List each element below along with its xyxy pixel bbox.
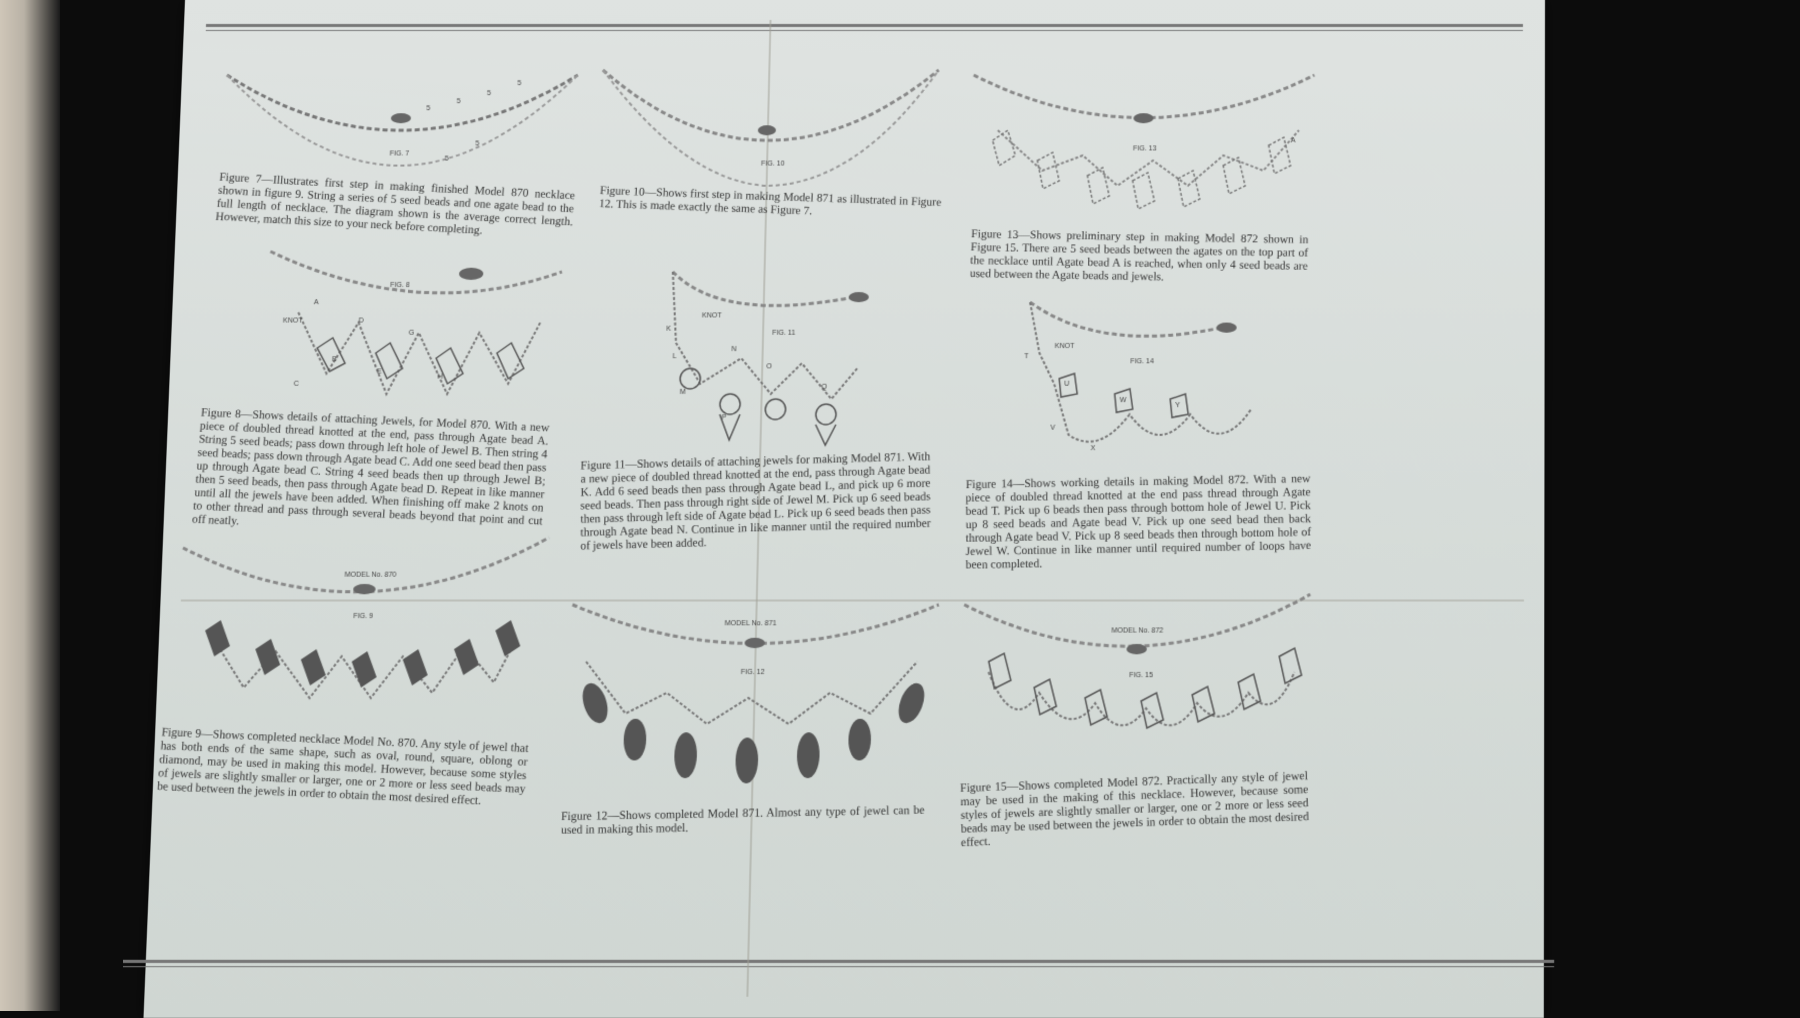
- fig8-letter-e: E: [376, 368, 382, 376]
- figure-10-caption: Figure 10—Shows first step in making Model 871 as illustrated in Figure 12. This is made exactly the same as Figure 7.: [598, 184, 942, 218]
- figure-8-caption: Figure 8—Shows details of attaching Jewels, for Model 870. With a new piece of doubled thread knotted at the end, pass through Agate bead A. String 5 seed beads; pass down through left hole of Jewel B. Then string 4 seed beads; pass down through Agate bead C. Add one seed bead then pass up through Agate bead C. String 4 seed beads then up through Jewel B; then 5 seed beads, then pass through Agate bead D. Repeat in like manner until all the jewels have been added. When finishing off make 2 knots on to other thread and pass through several beads beyond that point and cut off neatly.: [191, 406, 550, 528]
- fig11-letter-p: P: [721, 414, 727, 422]
- figure-15-caption: Figure 15—Shows completed Model 872. Practically any style of jewel may be used in the making of this necklace. However, because some styles of jewels are slightly smaller or larger, one or 2 more or less seed beads may be used between the jewels in order to obtain the most desired effect.: [960, 769, 1310, 850]
- figure-10-diagram: [594, 50, 944, 196]
- figure-13-caption: Figure 13—Shows preliminary step in making Model 872 shown in Figure 15. There are 5 seed beads between the agates on the top part of the necklace until Agate bead A is reached, when only 4 seed beads are used between the Agate beads and jewels.: [969, 228, 1309, 284]
- fig7-label: FIG. 7: [389, 150, 410, 158]
- fig14-knot: KNOT: [1054, 342, 1075, 351]
- figure-9-caption: Figure 9—Shows completed necklace Model No. 870. Any style of jewel that has both ends of the same shape, such as oval, round, square, oblong or diamond, may be used in making this model. However, because some styles of jewels are slightly smaller or larger, one or 2 more or less seed beads may be used between the jewels in order to obtain the most desired effect.: [156, 726, 529, 808]
- figure-11-caption: Figure 11—Shows details of attaching jewels for making Model 871. With a new piece of doubled thread knotted at the end, pass through Agate bead K. Add 6 seed beads then pass through Agate bead L, and pick up 6 more seed beads. Then pass through right side of Jewel M. Pick up 6 seed beads then pass through left side of Agate bead L. Pick up 6 seed beads then pass through Agate bead N. Continue in like manner until the required number of jewels have been added.: [580, 450, 931, 553]
- fig13-letter-a: A: [1290, 137, 1296, 145]
- fig8-letter-a: A: [313, 299, 319, 307]
- figure-12-caption: Figure 12—Shows completed Model 871. Almost any type of jewel can be used in making this model.: [560, 804, 925, 837]
- fig11-label: FIG. 11: [772, 329, 796, 337]
- fig12-label: FIG. 12: [740, 668, 765, 677]
- figure-11-diagram: [658, 262, 885, 451]
- fig11-letter-m: M: [679, 388, 686, 396]
- figure-9-diagram: [171, 527, 554, 719]
- fig12-model: MODEL No. 871: [724, 620, 777, 628]
- fig14-letter-w: W: [1119, 396, 1127, 405]
- fig10-label: FIG. 10: [760, 160, 785, 168]
- bottom-rule: [123, 960, 1554, 963]
- fig14-label: FIG. 14: [1130, 358, 1154, 366]
- fig7-bead-label-5: 5: [444, 155, 449, 163]
- fig11-letter-q: Q: [821, 383, 828, 391]
- fig9-label: FIG. 9: [353, 612, 374, 621]
- fig8-knot: KNOT: [282, 317, 303, 325]
- top-rule-thin: [206, 30, 1523, 31]
- fig14-letter-u: U: [1064, 380, 1070, 388]
- fig7-bead-label-6: 5: [475, 140, 480, 148]
- fig7-bead-label-1: 5: [426, 105, 431, 113]
- fig8-letter-h: H: [437, 373, 443, 381]
- fig8-letter-d: D: [358, 317, 364, 325]
- fig7-bead-label-3: 5: [486, 90, 492, 98]
- fig14-letter-t: T: [1024, 353, 1029, 361]
- fig11-letter-l: L: [672, 353, 677, 361]
- fig8-letter-b: B: [331, 356, 337, 364]
- fig8-letter-c: C: [293, 380, 299, 388]
- figure-14-caption: Figure 14—Shows working details in making Model 872. With a new piece of doubled thread knotted at the end pass thread through Agate bead T. Pick up 6 beads then pass through bottom hole of Jewel U. Pick up 8 seed beads and Agate bead V. Pick up one seed bead then back through Agate bead V. Pick up 8 seed beads then through bottom hole of Jewel W. Continue in like manner until required number of loops have been completed.: [965, 472, 1312, 572]
- fig8-label: FIG. 8: [390, 281, 410, 290]
- bottom-rule-thin: [123, 966, 1554, 967]
- fig7-bead-label-4: 5: [517, 80, 522, 88]
- fig9-model: MODEL No. 870: [344, 571, 397, 579]
- fig11-letter-k: K: [666, 325, 672, 333]
- figure-8-diagram: [254, 241, 583, 429]
- fig14-letter-x: X: [1090, 445, 1096, 453]
- fig14-letter-v: V: [1050, 424, 1056, 432]
- fig11-letter-o: O: [766, 363, 772, 371]
- fig7-bead-label-2: 5: [456, 98, 461, 106]
- figure-12-diagram: [562, 589, 945, 802]
- fig11-knot: KNOT: [701, 312, 722, 320]
- figure-7-diagram: [213, 55, 589, 181]
- figure-14-diagram: [1017, 292, 1272, 471]
- figure-13-diagram: [966, 60, 1320, 236]
- fig11-letter-n: N: [731, 345, 737, 354]
- figure-7-caption: Figure 7—Illustrates first step in making finished Model 870 necklace shown in figure 9. String a series of 5 seed beads and one agate bead to the full length of necklace. The diagram shown is the average correct length. However, match this size to your neck before completing.: [215, 171, 576, 237]
- fig15-label: FIG. 15: [1129, 671, 1154, 680]
- fig8-letter-g: G: [408, 329, 415, 337]
- top-rule: [206, 24, 1523, 27]
- instruction-sheet: [143, 0, 1545, 1018]
- fig14-letter-y: Y: [1175, 402, 1180, 410]
- table-edge: [0, 0, 60, 1011]
- figure-15-diagram: [956, 589, 1315, 771]
- fig13-label: FIG. 13: [1133, 145, 1157, 153]
- fig15-model: MODEL No. 872: [1111, 627, 1164, 635]
